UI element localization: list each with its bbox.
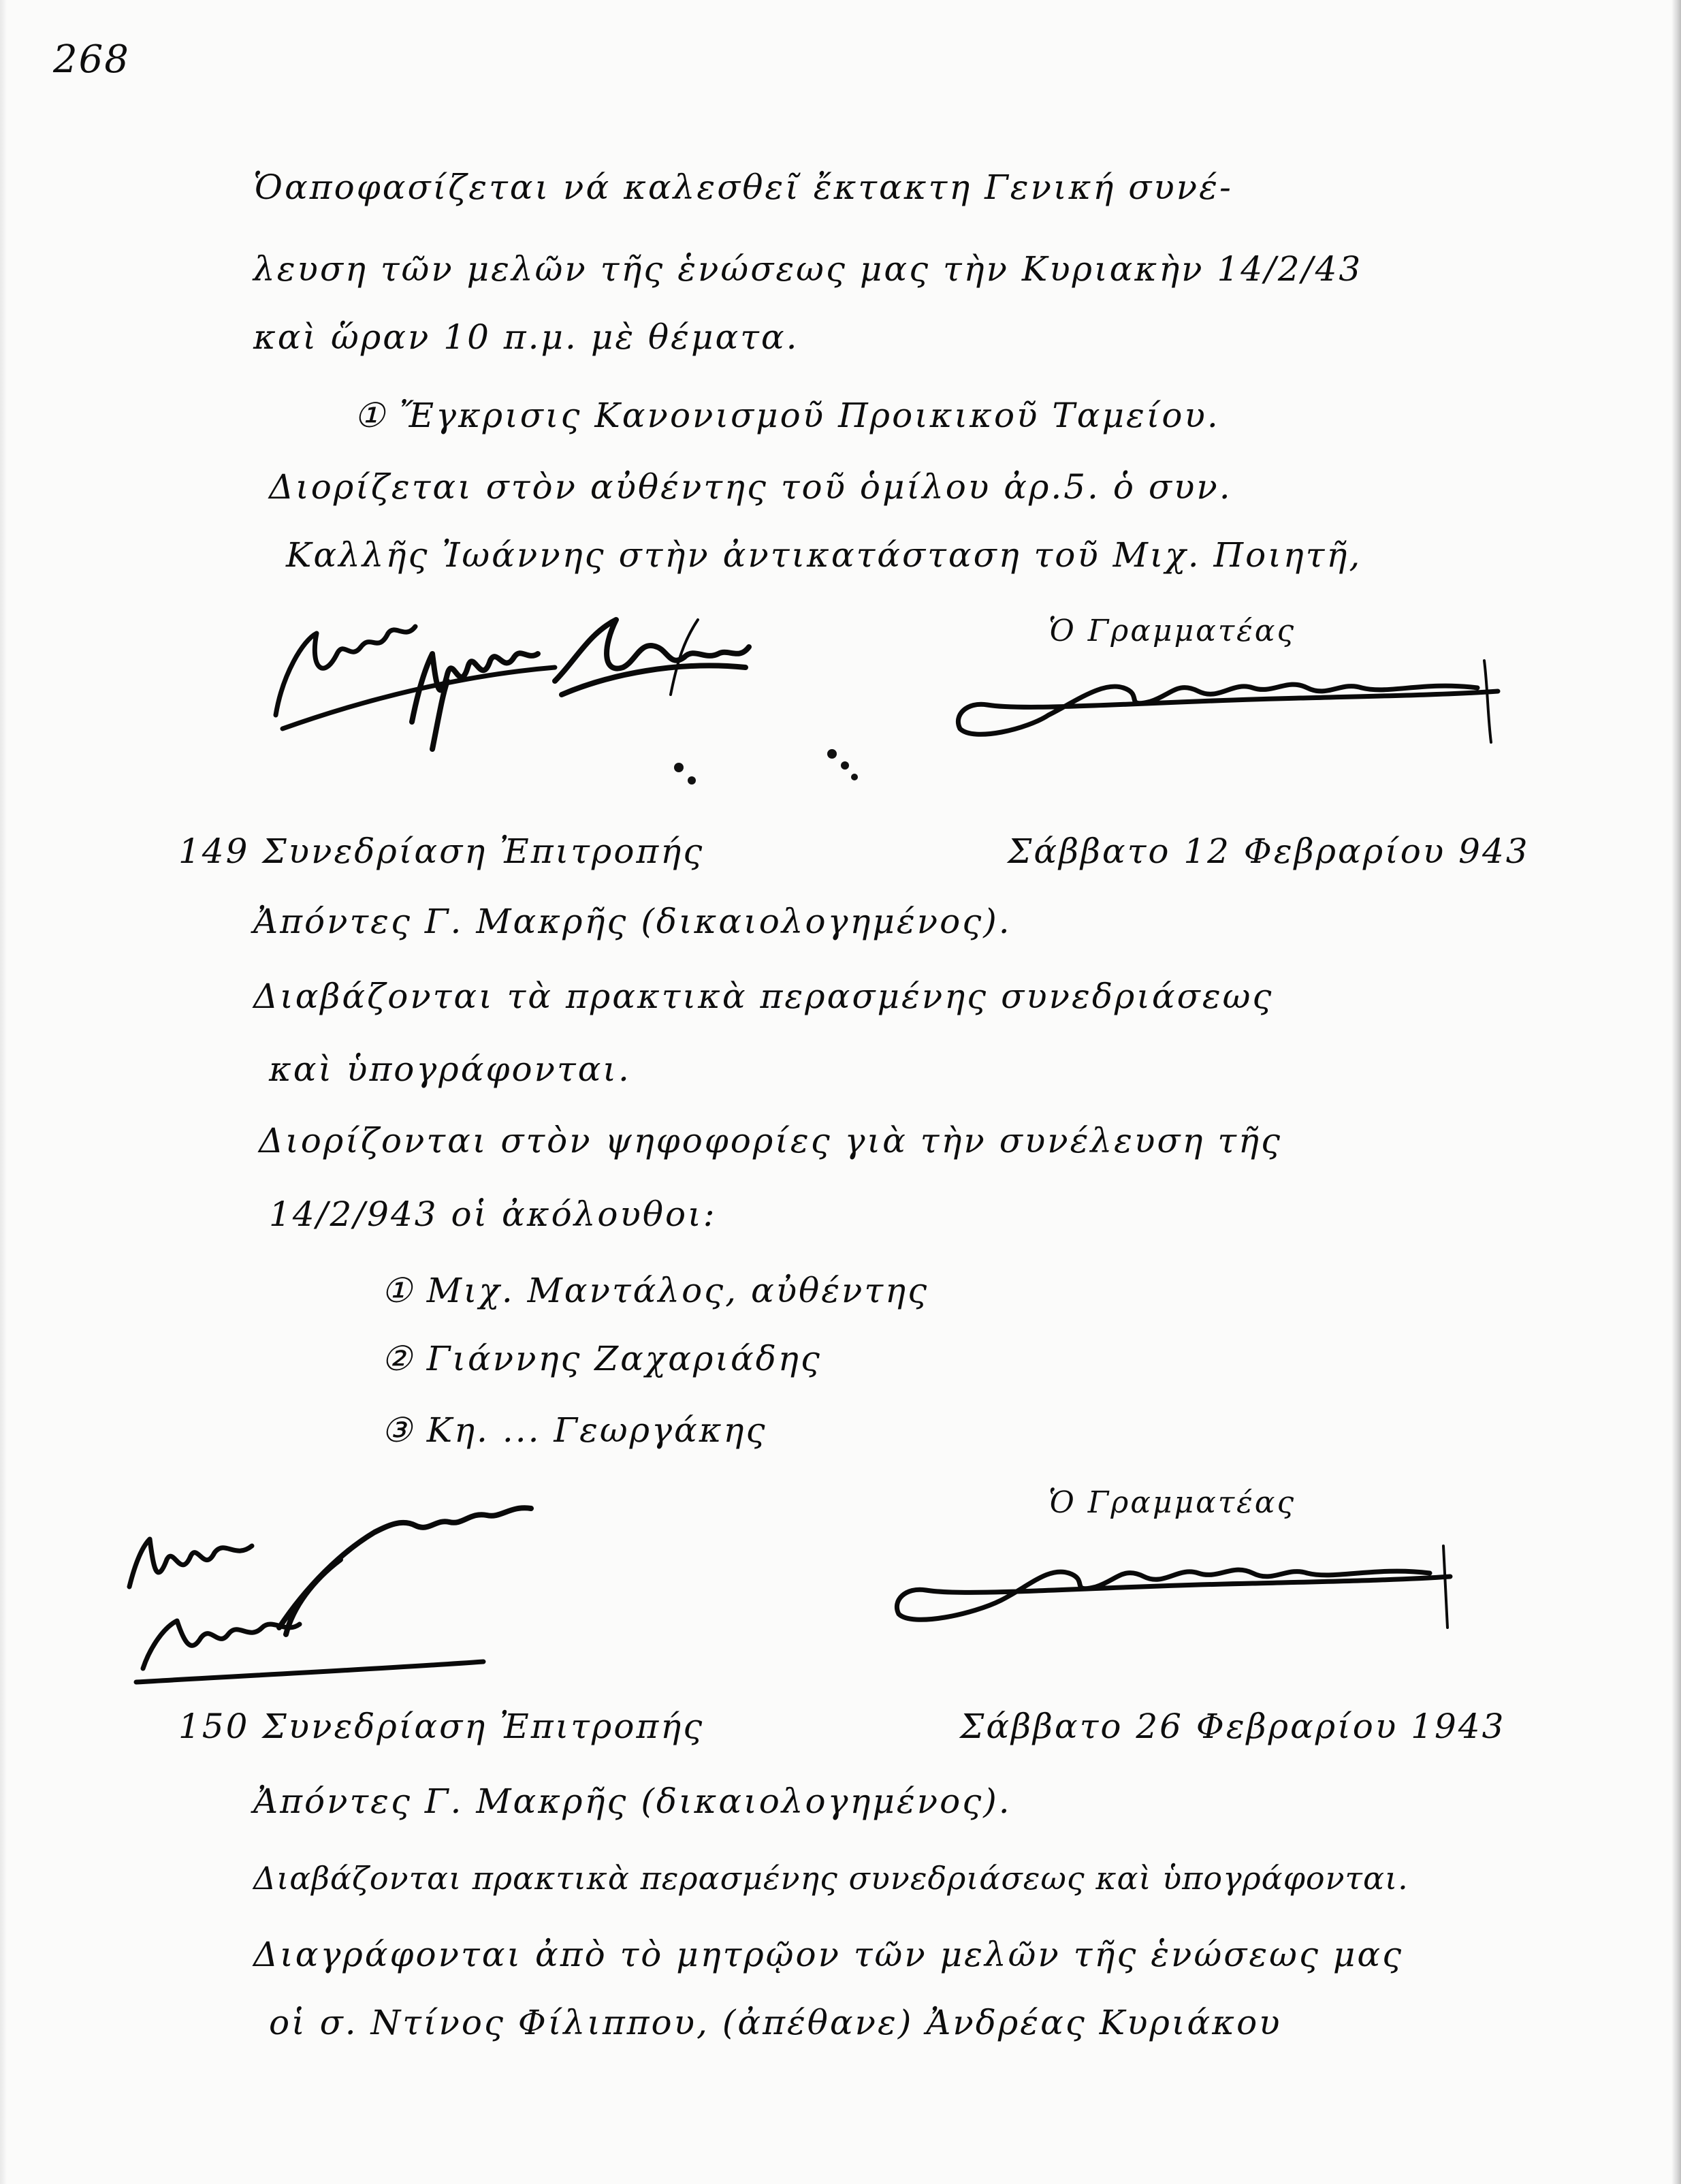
session-149-line-5: 14/2/943 οἱ ἀκόλουθοι: [269, 1194, 717, 1234]
ink-dot [841, 761, 849, 770]
secretary-signature-1 [946, 654, 1511, 749]
session-150-heading: 150 Συνεδρίαση Ἐπιτροπής [178, 1707, 705, 1746]
scan-left-edge [0, 0, 7, 2184]
block1-line-6: Καλλῆς Ἰωάννης στὴν ἀντικατάσταση τοῦ Μιχ. Ποιητῆ, [286, 535, 1362, 575]
ink-dot [674, 763, 684, 772]
scan-right-edge [1671, 0, 1681, 2184]
session-149-line-1: Ἀπόντες Γ. Μακρῆς (δικαιολογημένος). [253, 902, 1012, 941]
block1-line-5: Διορίζεται στὸν αὐθέντης τοῦ ὁμίλου ἀρ.5. ὁ συν. [269, 467, 1232, 507]
ink-dot [827, 749, 837, 759]
block1-line-4: ① Ἔγκρισις Κανονισμοῦ Προικικοῦ Ταμείου. [354, 396, 1220, 435]
session-149-line-3: καὶ ὑπογράφονται. [269, 1049, 631, 1089]
session-149-list-item-2: ② Γιάννης Ζαχαριάδης [381, 1339, 822, 1378]
session-149-heading: 149 Συνεδρίαση Ἐπιτροπής [178, 832, 705, 871]
session-149-line-2: Διαβάζονται τὰ πρακτικὰ περασμένης συνεδριάσεως [253, 977, 1274, 1016]
secretary-signature-2 [885, 1539, 1464, 1634]
ink-dot [851, 774, 858, 780]
block1-line-1: Ὁαποφασίζεται νά καλεσθεῖ ἔκτακτη Γενική συνέ- [253, 168, 1233, 207]
session-149-line-4: Διορίζονται στὸν ψηφοφορίες γιὰ τὴν συνέλευση τῆς [259, 1121, 1282, 1160]
session-150-line-1: Ἀπόντες Γ. Μακρῆς (δικαιολογημένος). [253, 1782, 1012, 1821]
ink-dot [688, 776, 696, 785]
session-150-line-4: οἱ σ. Ντίνος Φίλιππου, (ἀπέθανε) Ἀνδρέας Κυριάκου [269, 2003, 1282, 2042]
secretary-title-2: Ὁ Γραμματέας [1048, 1485, 1296, 1520]
session-149-list-item-1: ① Μιχ. Μαντάλος, αὐθέντης [381, 1271, 929, 1310]
session-150-line-2: Διαβάζονται πρακτικὰ περασμένης συνεδριάσεως καὶ ὑπογράφονται. [253, 1860, 1409, 1897]
page-number: 268 [53, 37, 130, 82]
block1-line-2: λευση τῶν μελῶν τῆς ἑνώσεως μας τὴν Κυριακὴν 14/2/43 [253, 249, 1363, 289]
block1-line-3: καὶ ὥραν 10 π.μ. μὲ θέματα. [253, 317, 799, 357]
committee-signatures-1 [269, 592, 923, 770]
session-150-date: Σάββατο 26 Φεβραρίου 1943 [960, 1707, 1506, 1746]
session-150-line-3: Διαγράφονται ἀπὸ τὸ μητρῷον τῶν μελῶν τῆς ἑνώσεως μας [253, 1935, 1404, 1974]
secretary-title-1: Ὁ Γραμματέας [1048, 614, 1296, 648]
session-149-list-item-3: ③ Κη. ... Γεωργάκης [381, 1410, 767, 1450]
committee-signatures-2 [116, 1491, 592, 1696]
session-149-date: Σάββατο 12 Φεβραρίου 943 [1008, 832, 1530, 871]
